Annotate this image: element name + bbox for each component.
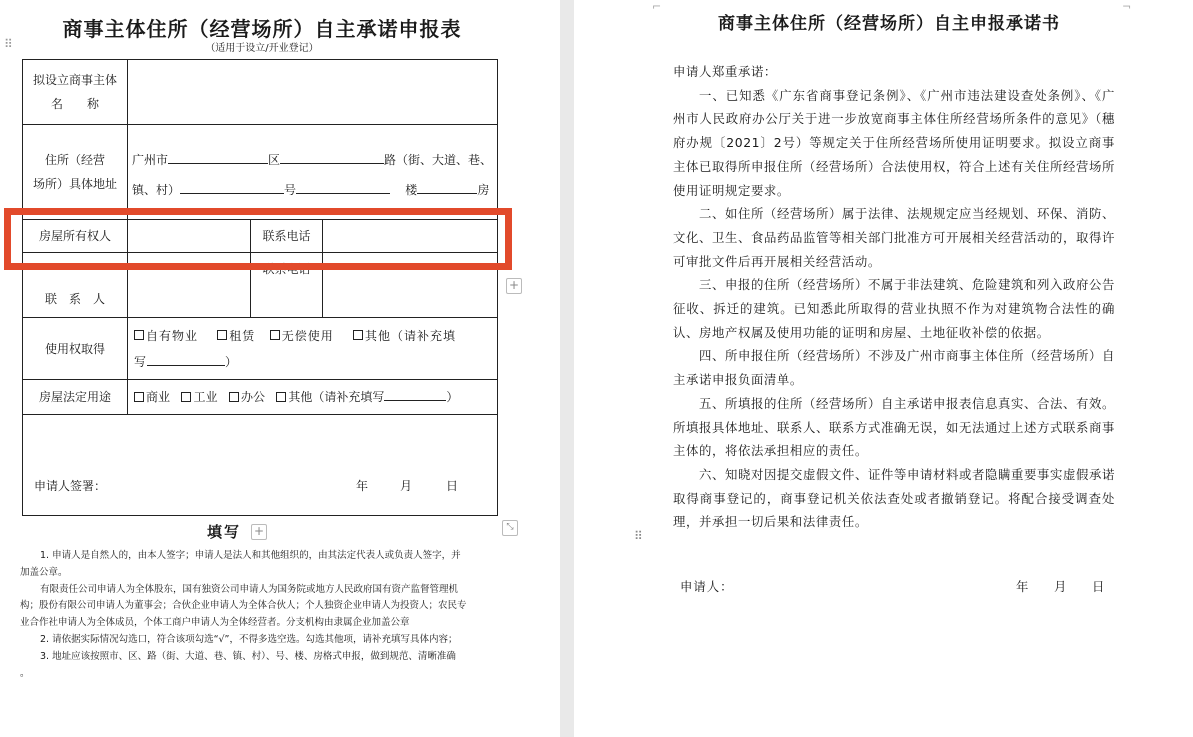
contact-phone-label: 联系电话: [251, 253, 323, 318]
note-3: 3. 地址应该按照市、区、路（街、大道、巷、镇、村）、号、楼、房格式申报，做到规范、清晰准确 。: [20, 650, 456, 679]
checkbox-purpose-other[interactable]: [276, 392, 286, 402]
checkbox-own[interactable]: [134, 330, 144, 340]
pledge-item-5: 五、所填报的住所（经营场所）自主承诺申报表信息真实、合法、有效。所填报具体地址、联系人、联系方式准确无误，如无法通过上述方式联系商事主体的，将依法承担相应的责任。: [673, 395, 1115, 459]
pledge-item-4: 四、所申报住所（经营场所）不涉及广州市商事主体住所（经营场所）自主承诺申报负面清单。: [673, 348, 1115, 388]
left-page: [0, 0, 560, 737]
pledge-opening: 申请人郑重承诺：: [673, 64, 777, 79]
use-right-label: 使用权取得: [23, 318, 128, 380]
contact-label: 联 系 人: [23, 253, 128, 318]
checkbox-commercial[interactable]: [134, 392, 144, 402]
address-cell[interactable]: 广州市 区 路（街、大道、巷、 镇、村） 号 楼 房: [128, 125, 498, 220]
pledge-item-1: 一、已知悉《广东省商事登记条例》、《广州市违法建设查处条例》、《广州市人民政府办公厅关于进一步放宽商事主体住所经营场所条件的意见》（穗府办规〔2021〕2号）等规定关于住所经营场所使用证明要求。拟设立商事主体已取得所申报住所（经营场所）合法使用权，符合上述有关住所经营场所使用证明规定要求。: [673, 87, 1115, 198]
entity-name-cell[interactable]: [128, 60, 498, 125]
owner-label: 房屋所有权人: [23, 220, 128, 253]
right-page: [574, 0, 1193, 737]
add-row-plus-icon[interactable]: +: [506, 278, 522, 294]
signature-cell[interactable]: [23, 415, 498, 516]
application-form-table: [22, 59, 498, 516]
highlight-box: [4, 208, 512, 270]
checkbox-free[interactable]: [270, 330, 280, 340]
sign-day: 日: [446, 479, 459, 493]
pledge-day: 日: [1092, 579, 1106, 594]
note-1b: 有限责任公司申请人为全体股东，国有独资公司申请人为国务院或地方人民政府国有资产监督管理机构；股份有限公司申请人为董事会；合伙企业申请人为全体合伙人；个人独资企业申请人为投资人；农民专业合作社申请人为全体成员，个体工商户申请人为全体经营者。分支机构由隶属企业加盖公章: [20, 583, 467, 629]
fill-instructions: [20, 548, 468, 682]
pledge-item-2: 二、如住所（经营场所）属于法律、法规规定应当经规划、环保、消防、文化、卫生、食品药品监管等相关部门批准方可开展相关经营活动的，取得许可审批文件后再开展相关经营活动。: [673, 206, 1115, 269]
margin-mark: ⌐: [652, 0, 662, 13]
insert-plus-icon[interactable]: +: [251, 524, 267, 540]
address-label: 住所（经营 场所）具体地址: [23, 125, 128, 220]
checkbox-lease[interactable]: [217, 330, 227, 340]
owner-phone-label: 联系电话: [251, 220, 323, 253]
entity-name-label: 拟设立商事主体 名 称: [23, 60, 128, 125]
sign-year: 年: [356, 479, 369, 493]
checkbox-industrial[interactable]: [181, 392, 191, 402]
pledge-month: 月: [1054, 579, 1068, 594]
table-resize-handle-icon[interactable]: ⤡: [502, 520, 518, 536]
checkbox-office[interactable]: [229, 392, 239, 402]
signature-label: 申请人签署：: [34, 479, 107, 493]
applicant-label: 申请人：: [680, 579, 734, 594]
checkbox-other[interactable]: [353, 330, 363, 340]
note-2: 2. 请依据实际情况勾选口，符合该项勾选“√”，不得多选空选。勾选其他项，请补充填写具体内容；: [40, 633, 458, 645]
form-subtitle: （适用于设立/开业登记）: [205, 43, 319, 54]
pledge-year: 年: [1016, 579, 1030, 594]
legal-use-options: 商业 工业 办公 其他（请补充填写 ）: [128, 380, 498, 415]
margin-mark-right: ¬: [1122, 0, 1132, 13]
fill-instructions-title: 填写: [207, 523, 242, 541]
use-right-options: 自有物业 租赁 无偿使用 其他（请补充填 写 ）: [128, 318, 498, 380]
legal-use-label: 房屋法定用途: [23, 380, 128, 415]
pledge-body: [673, 60, 1115, 534]
form-title: 商事主体住所（经营场所）自主承诺申报表: [62, 17, 462, 41]
note-1: 1. 申请人是自然人的，由本人签字；申请人是法人和其他组织的，由其法定代表人或负责人签字，并加盖公章。: [20, 550, 461, 578]
table-move-handle-icon[interactable]: ⠿: [4, 37, 13, 51]
sign-month: 月: [400, 479, 413, 493]
pledge-item-6: 六、知晓对因提交虚假文件、证件等申请材料或者隐瞒重要事实虚假承诺取得商事登记的，商事登记机关依法查处或者撤销登记。将配合接受调查处理，并承担一切后果和法律责任。: [673, 466, 1115, 530]
pledge-title: 商事主体住所（经营场所）自主申报承诺书: [718, 14, 1060, 34]
pledge-item-3: 三、申报的住所（经营场所）不属于非法建筑、危险建筑和列入政府公告征收、拆迁的建筑。已知悉此所取得的营业执照不作为对建筑物合法性的确认、房地产权属及使用功能的证明和房屋、土地征收补偿的依据。: [673, 277, 1115, 340]
paragraph-drag-handle-icon[interactable]: ⠿: [634, 529, 643, 543]
